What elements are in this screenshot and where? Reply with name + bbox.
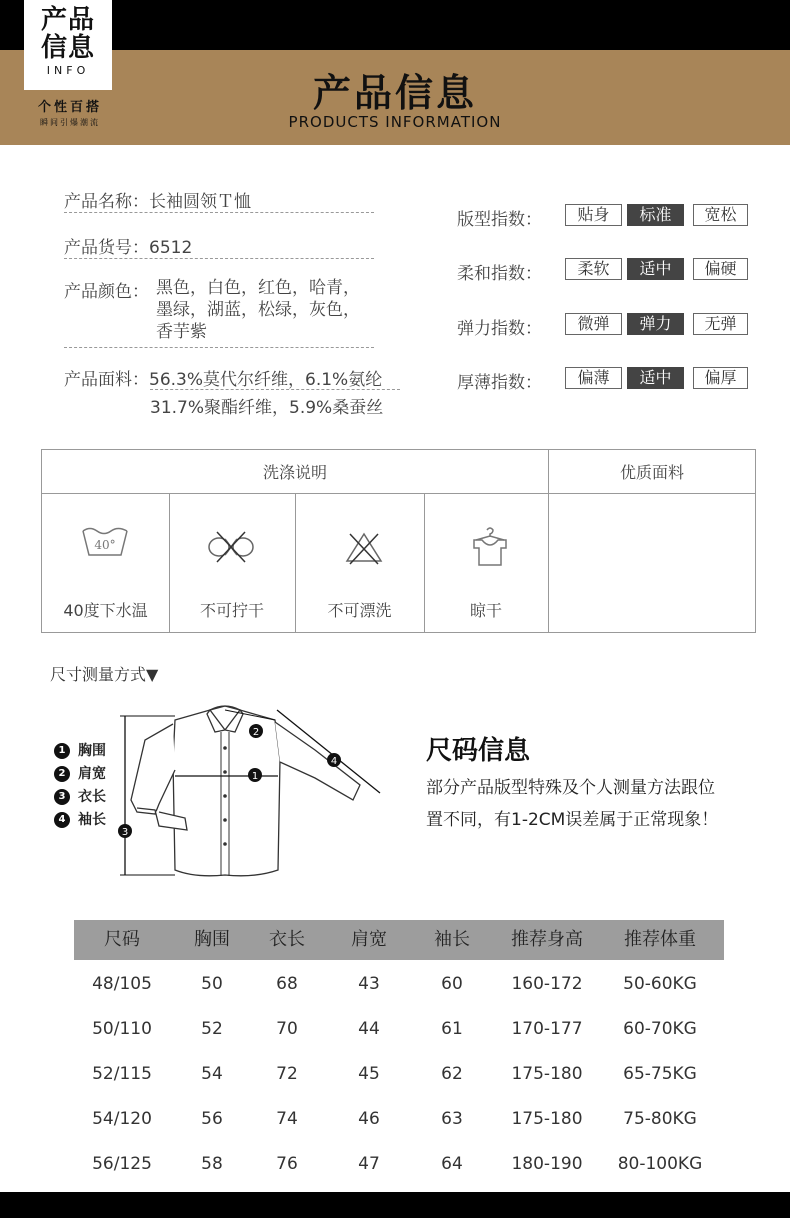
size-table-cell: 80-100KG: [617, 1154, 703, 1174]
product-name-label: 产品名称：: [64, 192, 149, 212]
product-color-label: 产品颜色：: [64, 282, 149, 302]
index-label: 柔和指数：: [457, 264, 542, 284]
wash-label: 晾干: [469, 601, 502, 620]
index-option: 无弹: [693, 313, 748, 335]
divider: [64, 258, 374, 259]
header-top-bar: [0, 0, 790, 50]
product-fabric: [64, 365, 382, 390]
size-table-cell: 72: [276, 1064, 298, 1084]
divider: [548, 450, 549, 632]
wash-temp-text: 40°: [94, 538, 116, 552]
index-label: 厚薄指数：: [457, 373, 542, 393]
size-table-cell: 45: [358, 1064, 380, 1084]
size-table-cell: 180-190: [511, 1154, 583, 1174]
legend-number: 1: [54, 743, 70, 759]
divider: [64, 347, 374, 348]
size-table-cell: 160-172: [511, 974, 583, 994]
size-table-header-cell: 推荐体重: [624, 929, 696, 950]
slogan-main: 个性百搭: [37, 100, 102, 115]
size-table-cell: 175-180: [511, 1109, 583, 1129]
legend-label: 袖长: [78, 812, 106, 828]
index-label: 弹力指数：: [457, 319, 542, 339]
index-option: 宽松: [693, 204, 748, 226]
size-table-cell: 60-70KG: [623, 1019, 697, 1039]
legend-item: [54, 809, 106, 829]
index-option: 微弹: [565, 313, 622, 335]
logo-line1: 产品: [40, 5, 95, 35]
size-table-cell: 60: [441, 974, 463, 994]
size-table-header-cell: 推荐身高: [511, 929, 583, 950]
index-option: 标准: [627, 204, 684, 226]
legend-label: 胸围: [78, 743, 106, 759]
index-option: 弹力: [627, 313, 684, 335]
legend-label: 衣长: [78, 789, 106, 805]
product-code-value: 6512: [149, 238, 193, 258]
hang-dry-icon: [468, 524, 512, 572]
index-option: 适中: [627, 367, 684, 389]
size-table-cell: 50-60KG: [623, 974, 697, 994]
legend-item: [54, 763, 106, 783]
color-line: 黑色，白色，红色，哈青，: [156, 278, 360, 298]
size-table-cell: 52: [201, 1019, 223, 1039]
size-table-cell: 47: [358, 1154, 380, 1174]
marker-2: 2: [252, 727, 260, 738]
index-option: 适中: [627, 258, 684, 280]
size-table-cell: 175-180: [511, 1064, 583, 1084]
size-table-cell: 68: [276, 974, 298, 994]
size-table-cell: 75-80KG: [623, 1109, 697, 1129]
fabric-header: 优质面料: [619, 463, 684, 482]
marker-3: 3: [121, 827, 129, 838]
legend-number: 4: [54, 812, 70, 828]
divider: [64, 212, 374, 213]
marker-4: 4: [330, 756, 338, 767]
color-line: 香芋紫: [156, 322, 207, 342]
index-option: 贴身: [565, 204, 622, 226]
size-table-cell: 65-75KG: [623, 1064, 697, 1084]
size-table-cell: 63: [441, 1109, 463, 1129]
size-table-cell: 44: [358, 1019, 380, 1039]
color-line: 墨绿，湖蓝，松绿，灰色，: [156, 300, 360, 320]
size-table-cell: 48/105: [92, 974, 152, 994]
size-table-cell: 61: [441, 1019, 463, 1039]
legend-item: [54, 786, 106, 806]
size-table-cell: 46: [358, 1109, 380, 1129]
size-table-header-cell: 袖长: [434, 929, 470, 950]
size-table-cell: 62: [441, 1064, 463, 1084]
size-table-cell: 54/120: [92, 1109, 152, 1129]
page-subtitle: PRODUCTS INFORMATION: [288, 113, 502, 131]
size-table-cell: 76: [276, 1154, 298, 1174]
legend-label: 肩宽: [78, 766, 106, 782]
index-option: 柔软: [565, 258, 622, 280]
size-info-desc: 部分产品版型特殊及个人测量方法跟位: [426, 778, 715, 798]
fabric-line: 31.7%聚酯纤维，5.9%桑蚕丝: [150, 398, 384, 418]
size-table-cell: 64: [441, 1154, 463, 1174]
size-table-cell: 70: [276, 1019, 298, 1039]
wash-label: 不可拧干: [199, 601, 264, 620]
size-table-header-cell: 衣长: [269, 929, 305, 950]
legend-item: [54, 740, 106, 760]
wash-header: 洗涤说明: [262, 463, 327, 482]
no-bleach-icon: [344, 530, 384, 570]
product-code-label: 产品货号：: [64, 238, 149, 258]
product-code: [64, 233, 192, 258]
legend-number: 3: [54, 789, 70, 805]
product-name-value: 长袖圆领Ｔ恤: [149, 192, 251, 212]
index-label: 版型指数：: [457, 210, 542, 230]
size-table-cell: 170-177: [511, 1019, 583, 1039]
size-table-cell: 54: [201, 1064, 223, 1084]
size-table-cell: 43: [358, 974, 380, 994]
size-table-cell: 52/115: [92, 1064, 152, 1084]
wash-label: 不可漂洗: [327, 601, 392, 620]
index-option: 偏厚: [693, 367, 748, 389]
no-wring-icon: [205, 530, 257, 568]
wash-40-icon: [80, 525, 130, 565]
size-table-cell: 50/110: [92, 1019, 152, 1039]
fabric-line: 56.3%莫代尔纤维，6.1%氨纶: [149, 370, 383, 390]
size-table-header-cell: 肩宽: [351, 929, 387, 950]
legend-number: 2: [54, 766, 70, 782]
index-option: 偏硬: [693, 258, 748, 280]
size-table-cell: 58: [201, 1154, 223, 1174]
size-table-cell: 56: [201, 1109, 223, 1129]
product-fabric-label: 产品面料：: [64, 370, 149, 390]
product-color-values: [156, 277, 360, 343]
measure-title: 尺寸测量方式▼: [50, 665, 159, 684]
size-table-header-cell: 尺码: [104, 929, 140, 950]
footer-bar: [0, 1192, 790, 1218]
product-name: [64, 187, 251, 212]
logo-line2: 信息: [40, 33, 95, 63]
size-info-desc: 置不同，有1-2CM误差属于正常现象！: [426, 810, 719, 830]
wash-label: 40度下水温: [63, 601, 148, 620]
logo-en: INFO: [46, 64, 90, 77]
size-table-cell: 50: [201, 974, 223, 994]
marker-1: 1: [251, 771, 259, 782]
shirt-diagram: [115, 700, 390, 889]
index-option: 偏薄: [565, 367, 622, 389]
size-table-cell: 56/125: [92, 1154, 152, 1174]
wash-table: [41, 449, 756, 633]
slogan-sub: 瞬间引爆潮流: [40, 118, 100, 127]
divider: [150, 389, 400, 390]
divider: [42, 493, 755, 494]
size-table-cell: 74: [276, 1109, 298, 1129]
size-info-title: 尺码信息: [426, 736, 531, 766]
size-table-header-cell: 胸围: [194, 929, 230, 950]
page-title: 产品信息: [312, 71, 477, 115]
